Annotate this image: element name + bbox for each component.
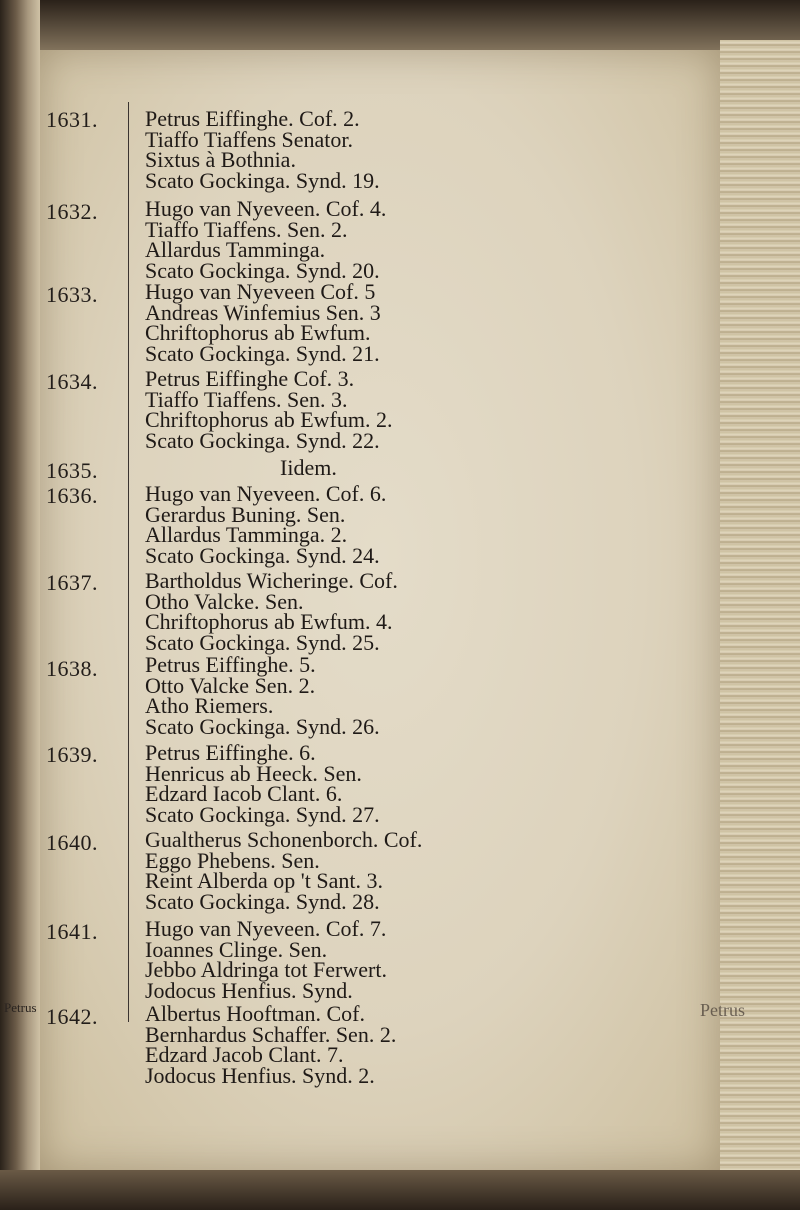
entry-line: Otho Valcke. Sen.: [145, 588, 304, 614]
year-label: 1632.: [46, 199, 98, 224]
year-label: 1637.: [46, 570, 98, 595]
entry-line: Otto Valcke Sen. 2.: [145, 672, 316, 698]
entry-line: Gerardus Buning. Sen.: [145, 501, 346, 527]
entry-line: Scato Gockinga. Synd. 28.: [145, 888, 380, 914]
year-label: 1642.: [46, 1004, 98, 1029]
entry-line: Jodocus Henfius. Synd.: [145, 977, 353, 1003]
entry-line: Bartholdus Wicheringe. Cof.: [145, 568, 398, 593]
entry-line: Scato Gockinga. Synd. 22.: [145, 427, 380, 453]
year-label: 1635.: [46, 458, 98, 483]
list-entry: [145, 916, 705, 1003]
list-entry: [280, 455, 800, 480]
entry-line: Scato Gockinga. Synd. 25.: [145, 629, 380, 655]
year-label: 1631.: [46, 107, 98, 132]
list-entry: [145, 279, 705, 366]
entry-line: Tiaffo Tiaffens Senator.: [145, 126, 354, 152]
entry-line: Tiaffo Tiaffens. Sen. 2.: [145, 216, 348, 242]
entry-line: Tiaffo Tiaffens. Sen. 3.: [145, 386, 348, 412]
entry-line: Petrus Eiffinghe. 6.: [145, 740, 316, 765]
list-entry: [145, 568, 705, 655]
entry-line: Chriftophorus ab Ewfum.: [145, 320, 371, 345]
entry-line: Eggo Phebens. Sen.: [145, 847, 320, 873]
list-entry: [145, 481, 705, 568]
entry-line: Hugo van Nyeveen. Cof. 4.: [145, 196, 387, 221]
year-label: 1636.: [46, 483, 98, 508]
entry-line: Jebbo Aldringa tot Ferwert.: [145, 957, 387, 982]
entry-line: Andreas Winfemius Sen. 3: [145, 299, 381, 325]
entry-line: Atho Riemers.: [145, 693, 274, 718]
entry-line: Scato Gockinga. Synd. 26.: [145, 713, 380, 739]
entry-line: Allardus Tamminga.: [145, 237, 326, 262]
entry-line: Gualtherus Schonenborch. Cof.: [145, 827, 423, 852]
entry-line: Sixtus à Bothnia.: [145, 147, 296, 172]
entry-line: Chriftophorus ab Ewfum. 2.: [145, 407, 393, 432]
entry-line: Chriftophorus ab Ewfum. 4.: [145, 609, 393, 634]
entry-line: Henricus ab Heeck. Sen.: [145, 760, 362, 786]
list-entry: [145, 740, 705, 827]
entry-line: Albertus Hooftman. Cof.: [145, 1001, 365, 1026]
list-entry: [145, 827, 705, 914]
entry-line: Bernhardus Schaffer. Sen. 2.: [145, 1021, 397, 1047]
entry-line: Petrus Eiffinghe. 5.: [145, 652, 316, 677]
entry-line: Hugo van Nyeveen. Cof. 7.: [145, 916, 387, 941]
entry-line: Edzard Iacob Clant. 6.: [145, 781, 343, 806]
list-entry: [145, 196, 705, 283]
year-label: 1641.: [46, 919, 98, 944]
entry-line: Scato Gockinga. Synd. 24.: [145, 542, 380, 568]
right-marginal-note: Petrus: [700, 1000, 745, 1020]
left-marginal-note: Petrus: [4, 1000, 37, 1015]
scan-bottom-shadow: [0, 1170, 800, 1210]
entry-line: Scato Gockinga. Synd. 19.: [145, 167, 380, 193]
entry-line: Petrus Eiffinghe Cof. 3.: [145, 366, 355, 391]
year-label: 1633.: [46, 282, 98, 307]
entry-line: Hugo van Nyeveen. Cof. 6.: [145, 481, 387, 506]
entry-line: Petrus Eiffinghe. Cof. 2.: [145, 106, 360, 131]
entry-line: Iidem.: [280, 455, 337, 480]
year-label: 1638.: [46, 656, 98, 681]
list-entry: [145, 366, 705, 453]
list-entry: [145, 652, 705, 739]
entry-line: Hugo van Nyeveen Cof. 5: [145, 279, 376, 304]
entry-line: Jodocus Henfius. Synd. 2.: [145, 1062, 375, 1088]
year-label: 1639.: [46, 742, 98, 767]
entry-line: Reint Alberda op 't Sant. 3.: [145, 868, 383, 893]
list-entry: [145, 1001, 705, 1088]
entry-line: Ioannes Clinge. Sen.: [145, 936, 328, 962]
entry-line: Scato Gockinga. Synd. 20.: [145, 257, 380, 283]
list-entry: [145, 106, 705, 193]
column-divider: [128, 102, 129, 1022]
entry-line: Scato Gockinga. Synd. 21.: [145, 340, 380, 366]
entry-line: Scato Gockinga. Synd. 27.: [145, 801, 380, 827]
entry-line: Allardus Tamminga. 2.: [145, 522, 348, 547]
year-label: 1640.: [46, 830, 98, 855]
year-label: 1634.: [46, 369, 98, 394]
scan-top-shadow: [0, 0, 800, 55]
entry-line: Edzard Jacob Clant. 7.: [145, 1042, 344, 1067]
